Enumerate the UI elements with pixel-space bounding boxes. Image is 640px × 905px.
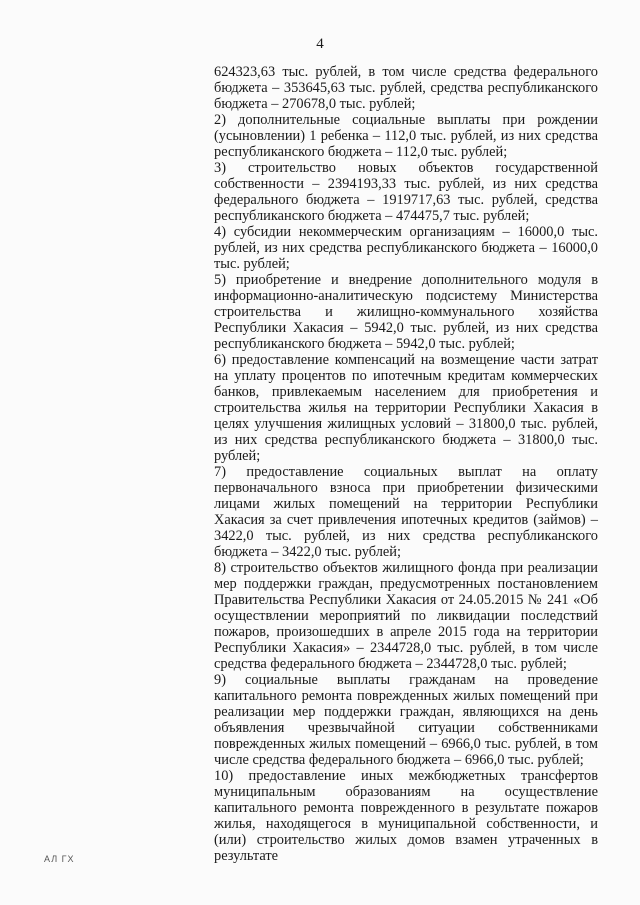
list-item-3: 3) строительство новых объектов государственной собственности – 2394193,33 тыс. рублей, из них средства федерального бюджета – 1919717,63 тыс. рублей, средства республиканского бюджета – 474475,7 тыс. рублей; <box>214 160 598 224</box>
list-item-5: 5) приобретение и внедрение дополнительного модуля в информационно-аналитическую подсистему Министерства строительства и жилищно-коммунального хозяйства Республики Хакасия – 5942,0 тыс. рублей, из них средства республиканского бюджета – 5942,0 тыс. рублей; <box>214 272 598 352</box>
document-body <box>214 64 598 864</box>
list-item-7: 7) предоставление социальных выплат на оплату первоначального взноса при приобретении физическими лицами жилых помещений на территории Республики Хакасия за счет привлечения ипотечных кредитов (займов) – 3422,0 тыс. рублей, из них средства республиканского бюджета – 3422,0 тыс. рублей; <box>214 464 598 560</box>
list-item-10: 10) предоставление иных межбюджетных трансфертов муниципальным образованиям на осуществление капитального ремонта поврежденного в результате пожаров жилья, находящегося в муниципальной собственности, и (или) строительство жилых домов взамен утраченных в результате <box>214 768 598 864</box>
list-item-6: 6) предоставление компенсаций на возмещение части затрат на уплату процентов по ипотечным кредитам коммерческих банков, привлекаемым населением для приобретения и строительства жилья на территории Республики Хакасия в целях улучшения жилищных условий – 31800,0 тыс. рублей, из них средства республиканского бюджета – 31800,0 тыс. рублей; <box>214 352 598 464</box>
list-item-4: 4) субсидии некоммерческим организациям – 16000,0 тыс. рублей, из них средства республиканского бюджета – 16000,0 тыс. рублей; <box>214 224 598 272</box>
list-item-8: 8) строительство объектов жилищного фонда при реализации мер поддержки граждан, предусмотренных постановлением Правительства Республики Хакасия от 24.05.2015 № 241 «Об осуществлении мероприятий по ликвидации последствий пожаров, произошедших в апреле 2015 года на территории Республики Хакасия» – 2344728,0 тыс. рублей, в том числе средства федерального бюджета – 2344728,0 тыс. рублей; <box>214 560 598 672</box>
paragraph-continuation: 624323,63 тыс. рублей, в том числе средства федерального бюджета – 353645,63 тыс. рублей, средства республиканского бюджета – 270678,0 тыс. рублей; <box>214 64 598 112</box>
page-number: 4 <box>316 36 324 52</box>
list-item-9: 9) социальные выплаты гражданам на проведение капитального ремонта поврежденных жилых помещений при реализации мер поддержки граждан, являющихся на день объявления чрезвычайной ситуации собственниками поврежденных жилых помещений – 6966,0 тыс. рублей, в том числе средства федерального бюджета – 6966,0 тыс. рублей; <box>214 672 598 768</box>
footer-mark: АЛ ГХ <box>44 854 75 864</box>
list-item-2: 2) дополнительные социальные выплаты при рождении (усыновлении) 1 ребенка – 112,0 тыс. рублей, из них средства республиканского бюджета – 112,0 тыс. рублей; <box>214 112 598 160</box>
